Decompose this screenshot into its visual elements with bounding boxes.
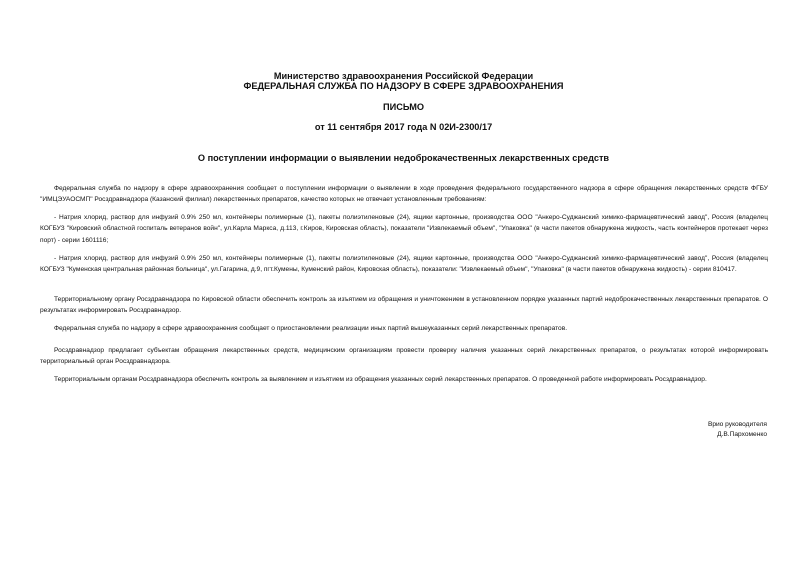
ministry-heading: Министерство здравоохранения Российской Федерации bbox=[273, 71, 534, 81]
service-heading: ФЕДЕРАЛЬНАЯ СЛУЖБА ПО НАДЗОРУ В СФЕРЕ ЗДРАВООХРАНЕНИЯ bbox=[243, 81, 564, 91]
document-type-heading: ПИСЬМО bbox=[382, 102, 425, 112]
paragraph-proposal: Росздравнадзор предлагает субъектам обращения лекарственных средств, медицинским организациям провести проверку наличия указанных серий лекарственных препаратов, о результатах которой информировать территориальный орган Росздравнадзора. bbox=[40, 347, 768, 366]
signature-name: Д.В.Пархоменко bbox=[717, 431, 767, 438]
paragraph-item-2: - Натрия хлорид, раствор для инфузий 0.9% 250 мл, контейнеры полимерные (1), пакеты полиэтиленовые (24), ящики картонные, производства ООО "Анкеро-Суджанский химико-фармацевтический завод", Россия (владелец КОГБУЗ "Куменская центральная районная больница", ул.Гагарина, д.9, пгт.Кумены, Куменский район, Кировская область), показатели: "Извлекаемый объем", "Упаковка" (в части пакетов обнаружена жидкость) - серии 810417. bbox=[40, 255, 768, 274]
signature-title: Врио руководителя bbox=[707, 421, 767, 428]
paragraph-suspension: Федеральная служба по надзору в сфере здравоохранения сообщает о приостановлении реализации иных партий вышеуказанных серий лекарственных препаратов. bbox=[54, 325, 568, 332]
paragraph-intro: Федеральная служба по надзору в сфере здравоохранения сообщает о поступлении информации о выявлении в ходе проведения федерального государственного надзора в сфере обращения лекарственных средств ФГБУ "ИМЦЭУАОСМП" Росздравнадзора (Казанский филиал) лекарственных препаратов, качество которых не отвечает установленным требованиям: bbox=[40, 185, 768, 204]
paragraph-territorial-order: Территориальному органу Росздравнадзора по Кировской области обеспечить контроль за изъятием из обращения и уничтожением в установленном порядке указанных партий недоброкачественных лекарственных препаратов. О результатах информировать Росздравнадзор. bbox=[40, 296, 768, 315]
paragraph-control: Территориальным органам Росздравнадзора обеспечить контроль за выявлением и изъятием из обращения указанных серий лекарственных препаратов. О проведенной работе информировать Росздравнадзор. bbox=[54, 376, 707, 383]
paragraph-item-1: - Натрия хлорид, раствор для инфузий 0.9% 250 мл, контейнеры полимерные (1), пакеты полиэтиленовые (24), ящики картонные, производства ООО "Анкеро-Суджанский химико-фармацевтический завод", Россия (владелец КОГБУЗ "Кировский областной госпиталь ветеранов войн", ул.Карла Маркса, д.113, г.Киров, Кировская область), показатели "Извлекаемый объем", "Упаковка" (в части пакетов обнаружена жидкость, часть контейнеров протекает через порт) - серии 1601116; bbox=[40, 214, 768, 244]
date-number-heading: от 11 сентября 2017 года N 02И-2300/17 bbox=[314, 122, 493, 132]
subject-heading: О поступлении информации о выявлении недоброкачественных лекарственных средств bbox=[197, 153, 610, 163]
